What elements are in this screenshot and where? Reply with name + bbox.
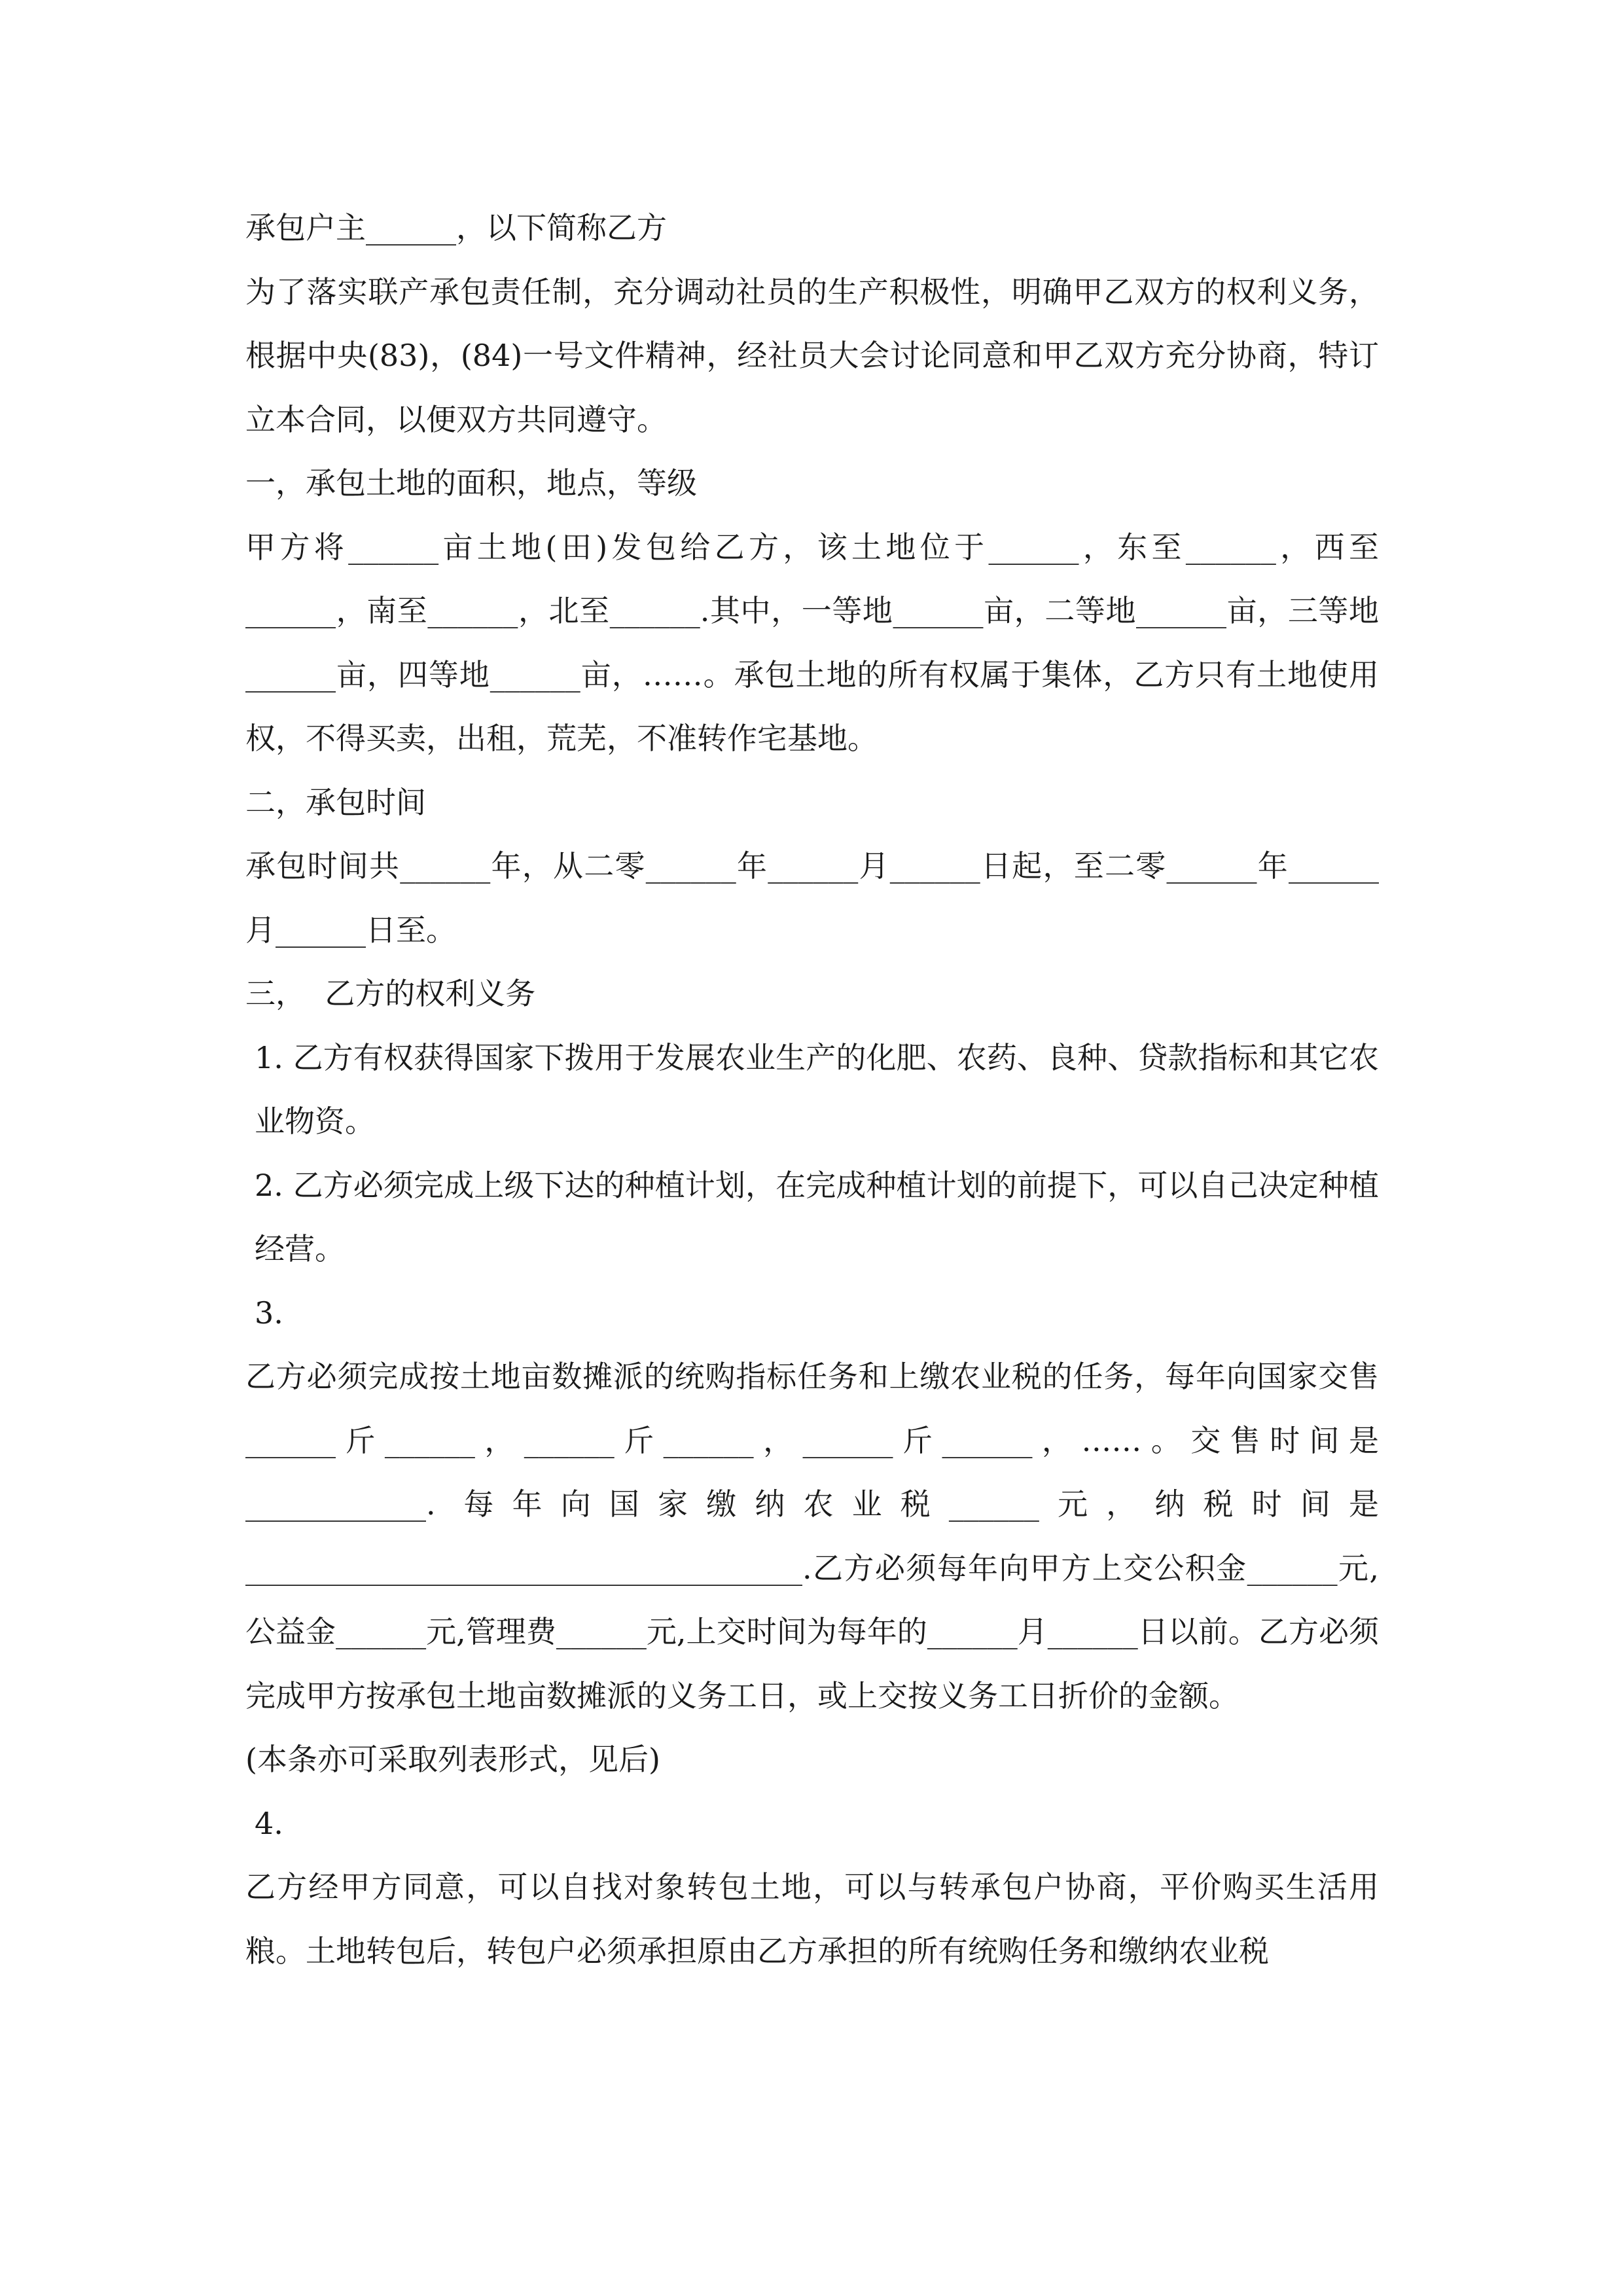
- note-paragraph: (本条亦可采取列表形式，见后): [245, 1742, 660, 1777]
- preamble-paragraph: 为了落实联产承包责任制，充分调动社员的生产积极性，明确甲乙双方的权利义务，根据中央(83)，(84)一号文件精神，经社员大会讨论同意和甲乙双方充分协商，特订立本合同，以便双方共同遵守。: [245, 274, 1379, 437]
- section-3-heading: 三， 乙方的权利义务: [245, 976, 536, 1011]
- list-item-2: 2. 乙方必须完成上级下达的种植计划，在完成种植计划的前提下，可以自己决定种植经营。: [255, 1167, 1379, 1266]
- section-2-heading: 二，承包时间: [245, 784, 426, 820]
- party-b-line: 承包户主______，以下简称乙方: [245, 210, 667, 245]
- list-item-1: 1. 乙方有权获得国家下拨用于发展农业生产的化肥、农药、良种、贷款指标和其它农业物资。: [255, 1039, 1379, 1139]
- section-1-body: 甲方将______亩土地(田)发包给乙方，该土地位于______，东至______，西至______，南至______，北至______.其中，一等地______亩，二等地______亩，三等地______亩，四等地______亩，……。承包土地的所有权属于集体，乙方只有土地使用权，不得买卖，出租，荒芜，不准转作宅基地。: [245, 529, 1379, 756]
- section-2-body: 承包时间共______年，从二零______年______月______日起，至二零______年______月______日至。: [245, 848, 1379, 948]
- section-1-heading: 一，承包土地的面积，地点，等级: [245, 465, 697, 501]
- list-item-3-body: 乙方必须完成按土地亩数摊派的统购指标任务和上缴农业税的任务，每年向国家交售______斤______，______斤______，______斤______，……。交售时间是____________. 每年向国家缴纳农业税______元，纳税时间是_____________________________________.乙方必须每年向甲方上交公积金______元,公益金______元,管理费______元,上交时间为每年的______月______日以前。乙方必须完成甲方按承包土地亩数摊派的义务工日，或上交按义务工日折价的金额。: [245, 1359, 1379, 1713]
- list-item-4-number: 4.: [255, 1805, 283, 1841]
- list-item-4-body: 乙方经甲方同意，可以自找对象转包土地，可以与转承包户协商，平价购买生活用粮。土地转包后，转包户必须承担原由乙方承担的所有统购任务和缴纳农业税: [245, 1869, 1379, 1969]
- contract-body: [245, 196, 1379, 1983]
- list-item-3-number: 3.: [255, 1295, 283, 1331]
